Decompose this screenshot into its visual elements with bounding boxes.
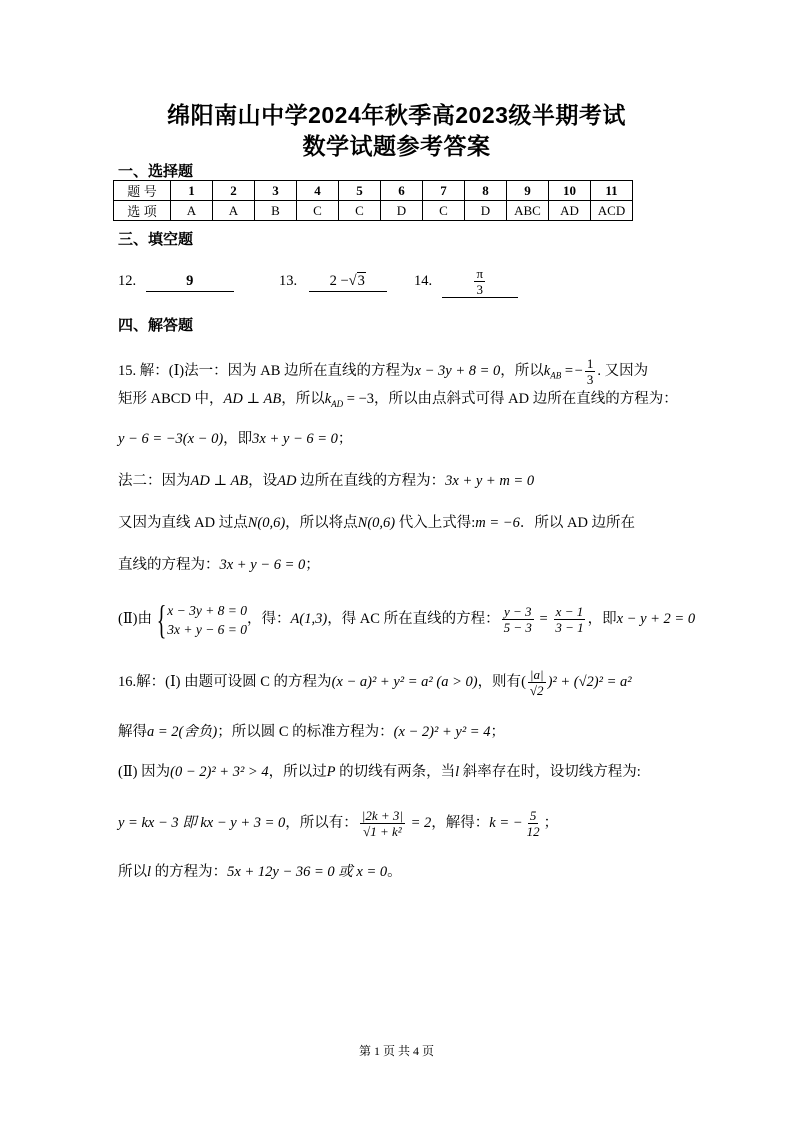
q15-line4: 法二：因为AD ⊥ AB，设AD 边所在直线的方程为：3x + y + m = 0 bbox=[118, 473, 535, 489]
section-fill-heading: 三、填空题 bbox=[118, 231, 194, 248]
answer-cell: ACD bbox=[591, 201, 633, 221]
q13-label: 13. bbox=[279, 272, 298, 289]
title-line2: 数学试题参考答案 bbox=[302, 133, 491, 159]
answer-cell: ABC bbox=[507, 201, 549, 221]
q15-line6: 直线的方程为：3x + y − 6 = 0； bbox=[118, 557, 320, 573]
question-number: 7 bbox=[423, 181, 465, 201]
answer-cell: C bbox=[339, 201, 381, 221]
answer-cell: B bbox=[255, 201, 297, 221]
answer-cell: A bbox=[213, 201, 255, 221]
question-number: 4 bbox=[297, 181, 339, 201]
answer-table bbox=[113, 180, 633, 221]
question-number: 6 bbox=[381, 181, 423, 201]
q14-label: 14. bbox=[414, 272, 433, 289]
section-choice-heading: 一、选择题 bbox=[118, 163, 194, 180]
fill-answers bbox=[118, 266, 518, 298]
answer-table-number-row bbox=[114, 181, 633, 201]
table-row-head: 选 项 bbox=[114, 201, 171, 221]
question-number: 3 bbox=[255, 181, 297, 201]
q15-line3: y − 6 = −3(x − 0)，即3x + y − 6 = 0； bbox=[118, 431, 353, 447]
q15-line7: (Ⅱ)由 { x − 3y + 8 = 0 3x + y − 6 = 0 ，得：A(1,3)，得 AC 所在直线的方程： $\frac{y - 3}{5 - 3}$ = $\frac{x - 1}{3 - 1}$ ，即x − y + 2 = 0 bbox=[118, 596, 696, 642]
question-number: 9 bbox=[507, 181, 549, 201]
answer-cell: D bbox=[381, 201, 423, 221]
page-footer: 第 1 页 共 4 页 bbox=[358, 1044, 434, 1058]
title-line1: 绵阳南山中学2024年秋季高2023级半期考试 bbox=[167, 102, 626, 128]
q12-label: 12. bbox=[118, 272, 137, 289]
answer-table-answer-row bbox=[114, 201, 633, 221]
q13-answer: 2 −√3 bbox=[309, 271, 387, 292]
q16-line5: 所以l 的方程为：5x + 12y − 36 = 0 或 x = 0。 bbox=[118, 864, 402, 880]
q14-answer: $\frac{\pi}{3}$ bbox=[442, 266, 518, 298]
q15-line2: 矩形 ABCD 中，AD ⊥ AB，所以$k_{AD} = -3$，所以由点斜式可得 AD 边所在直线的方程为： bbox=[118, 391, 678, 409]
question-number: 11 bbox=[591, 181, 633, 201]
q16-line4: y = kx − 3 即 kx − y + 3 = 0，所以有： $\frac{|2k + 3|}{\text{√1 + k²}}$ = 2，解得：k = − $\frac{5}{12}$ ； bbox=[118, 808, 559, 840]
question-number: 10 bbox=[549, 181, 591, 201]
question-number: 1 bbox=[171, 181, 213, 201]
question-number: 5 bbox=[339, 181, 381, 201]
q15-line1: 15. 解：(Ⅰ)法一：因为 AB 边所在直线的方程为x − 3y + 8 = 0，所以$k_{AB}$ = − $\frac{1}{3}$ . 又因为 bbox=[118, 356, 649, 387]
equation-system: { x − 3y + 8 = 0 3x + y − 6 = 0 bbox=[156, 596, 248, 642]
q16-line1: 16.解：(Ⅰ) 由题可设圆 C 的方程为(x − a)² + y² = a² (a > 0)，则有( $\frac{|a|}{√2}$ )² + (√2)² = a² bbox=[118, 667, 632, 698]
section-solve-heading: 四、解答题 bbox=[118, 317, 194, 334]
question-number: 2 bbox=[213, 181, 255, 201]
answer-cell: D bbox=[465, 201, 507, 221]
question-number: 8 bbox=[465, 181, 507, 201]
table-row-head: 题 号 bbox=[114, 181, 171, 201]
q15-line5: 又因为直线 AD 过点N(0,6)，所以将点N(0,6) 代入上式得:m = −6．所以 AD 边所在 bbox=[118, 515, 636, 531]
answer-cell: C bbox=[297, 201, 339, 221]
answer-cell: AD bbox=[549, 201, 591, 221]
q16-line3: (Ⅱ) 因为(0 − 2)² + 3² > 4，所以过P 的切线有两条，当l 斜率存在时，设切线方程为: bbox=[118, 764, 641, 780]
q12-answer: 9 bbox=[146, 271, 234, 292]
q16-line2: 解得a = 2(舍负)；所以圆 C 的标准方程为：(x − 2)² + y² = 4； bbox=[118, 724, 505, 740]
answer-cell: A bbox=[171, 201, 213, 221]
answer-cell: C bbox=[423, 201, 465, 221]
